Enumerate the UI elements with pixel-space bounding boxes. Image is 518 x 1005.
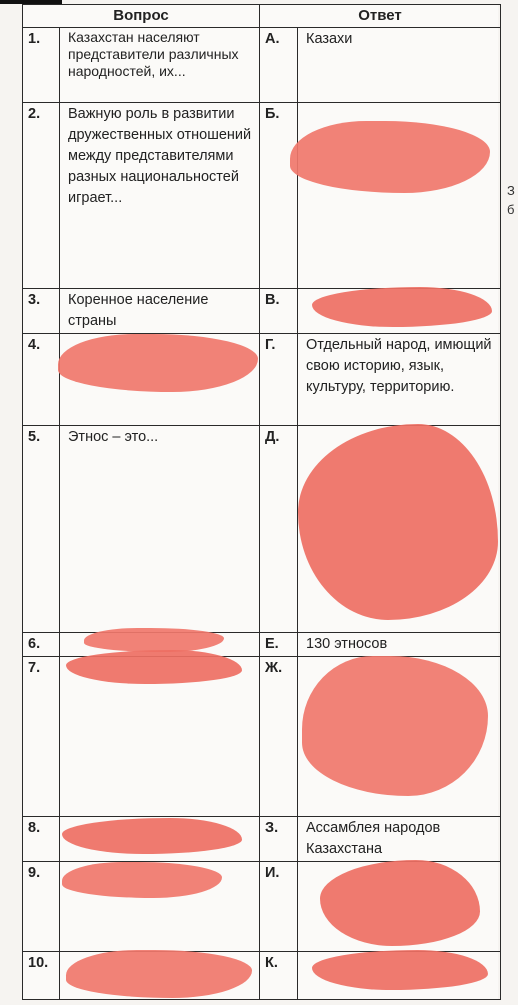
table-row [23, 289, 501, 334]
edge-fragment: б [507, 202, 515, 217]
question-cell: Казахстан населяют представители различных народностей, их... [60, 28, 260, 103]
row-number: 7. [23, 657, 60, 817]
row-number: 6. [23, 633, 60, 657]
question-cell [60, 817, 260, 862]
answer-letter: Ж. [260, 657, 298, 817]
table-row [23, 862, 501, 952]
answer-cell [298, 103, 501, 289]
question-cell [60, 633, 260, 657]
question-cell [60, 952, 260, 1000]
table-row [23, 103, 501, 289]
question-column-header: Вопрос [23, 5, 260, 28]
matching-table [22, 4, 501, 1000]
row-number: 10. [23, 952, 60, 1000]
answer-letter: З. [260, 817, 298, 862]
answer-cell [298, 426, 501, 633]
answer-cell: Ассамблея народов Казахстана [298, 817, 501, 862]
answer-letter: К. [260, 952, 298, 1000]
question-cell: Коренное население страны [60, 289, 260, 334]
row-number: 9. [23, 862, 60, 952]
answer-letter: И. [260, 862, 298, 952]
table-header-row [23, 5, 501, 28]
answer-letter: Е. [260, 633, 298, 657]
row-number: 5. [23, 426, 60, 633]
answer-cell: Отдельный народ, имющий свою историю, язык, культуру, территорию. [298, 334, 501, 426]
table-row [23, 28, 501, 103]
table-row [23, 817, 501, 862]
row-number: 4. [23, 334, 60, 426]
row-number: 8. [23, 817, 60, 862]
row-number: 3. [23, 289, 60, 334]
table-row [23, 657, 501, 817]
answer-cell: Казахи [298, 28, 501, 103]
worksheet-page [22, 4, 498, 999]
answer-cell [298, 289, 501, 334]
answer-column-header: Ответ [260, 5, 501, 28]
table-row [23, 633, 501, 657]
answer-cell [298, 862, 501, 952]
answer-cell [298, 952, 501, 1000]
question-cell: Важную роль в развитии дружественных отношений между представителями разных национальностей играет... [60, 103, 260, 289]
edge-fragment: З [507, 183, 515, 198]
row-number: 1. [23, 28, 60, 103]
answer-letter: Д. [260, 426, 298, 633]
answer-letter: Б. [260, 103, 298, 289]
question-cell [60, 334, 260, 426]
table-row [23, 426, 501, 633]
answer-letter: Г. [260, 334, 298, 426]
question-cell: Этнос – это... [60, 426, 260, 633]
table-row [23, 952, 501, 1000]
answer-cell [298, 657, 501, 817]
answer-letter: А. [260, 28, 298, 103]
question-cell [60, 657, 260, 817]
table-row [23, 334, 501, 426]
answer-letter: В. [260, 289, 298, 334]
answer-cell: 130 этносов [298, 633, 501, 657]
row-number: 2. [23, 103, 60, 289]
question-cell [60, 862, 260, 952]
